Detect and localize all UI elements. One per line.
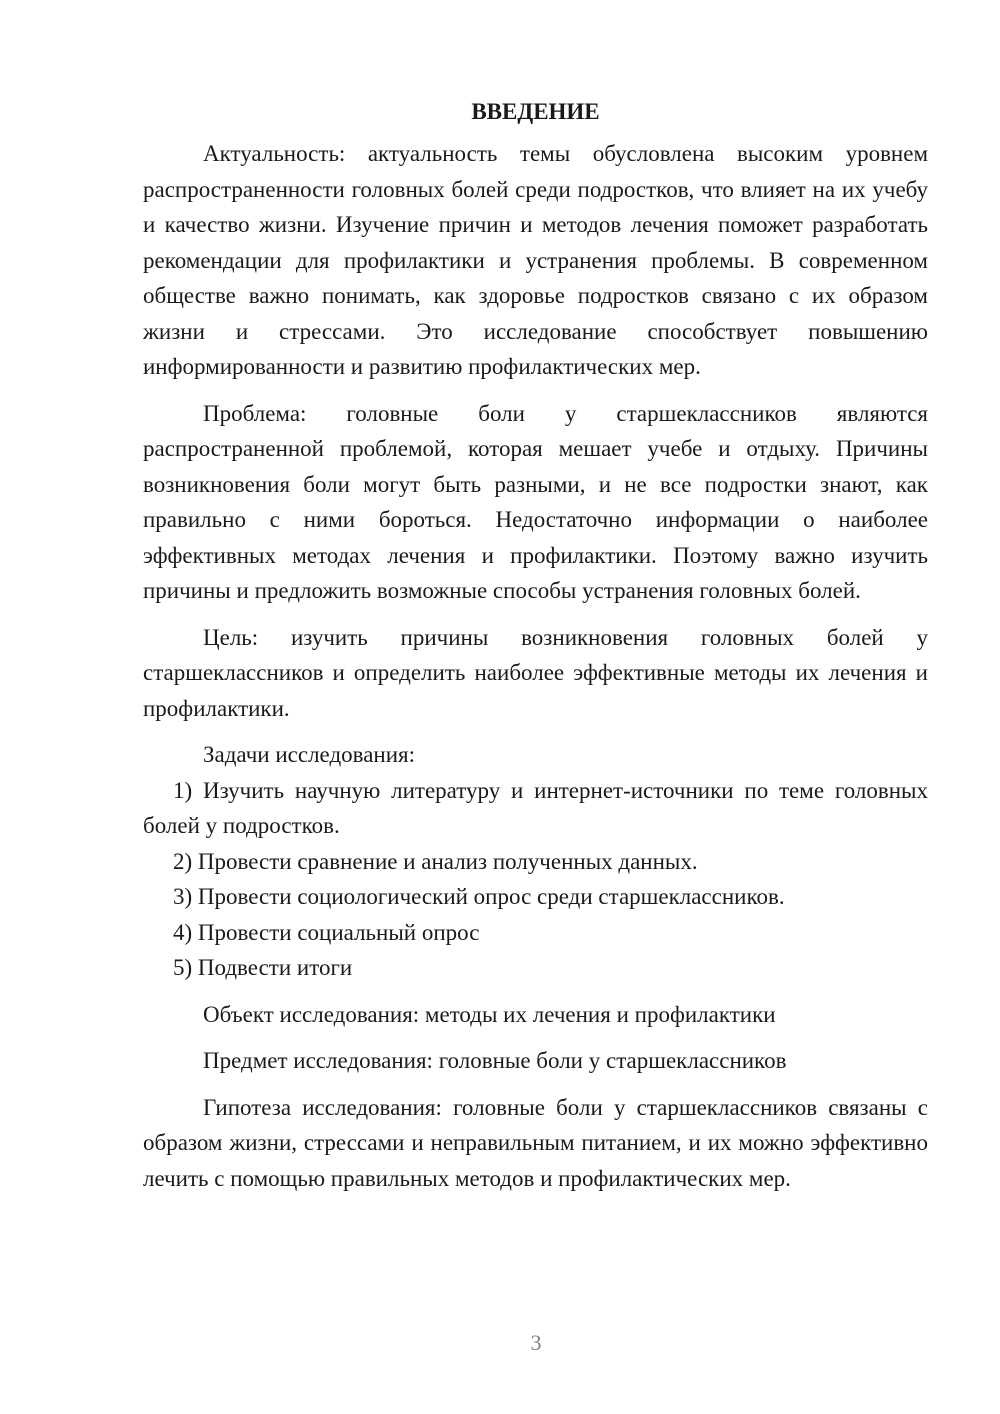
task-item-1: 1) Изучить научную литературу и интернет-источники по теме головных болей у подростков. xyxy=(143,777,928,838)
task-item-4: 4) Провести социальный опрос xyxy=(173,919,480,945)
task-item-2: 2) Провести сравнение и анализ полученных данных. xyxy=(173,848,698,874)
task-item-5: 5) Подвести итоги xyxy=(173,955,353,980)
page-heading: ВВЕДЕНИЕ xyxy=(471,99,600,124)
paragraph-goal: Цель: изучить причины возникновения головных болей у старшеклассников и определить наиболее эффективные методы их лечения и профилактики. xyxy=(143,624,928,721)
paragraph-hypothesis: Гипотеза исследования: головные боли у старшеклассников связаны с образом жизни, стрессами и неправильным питанием, и их можно эффективно лечить с помощью правильных методов и профилактических мер. xyxy=(143,1094,928,1191)
page-number: 3 xyxy=(530,1330,542,1355)
paragraph-relevance: Актуальность: актуальность темы обусловлена высоким уровнем распространенности головных болей среди подростков, что влияет на их учебу и качество жизни. Изучение причин и методов лечения поможет разработать рекомендации для профилактики и устранения проблемы. В современном обществе важно понимать, как здоровье подростков связано с их образом жизни и стрессами. Это исследование способствует повышению информированности и развитию профилактических мер. xyxy=(143,141,928,379)
page-content xyxy=(143,94,928,1196)
paragraph-subject: Предмет исследования: головные боли у старшеклассников xyxy=(203,1048,787,1073)
task-item-3: 3) Провести социологический опрос среди старшеклассников. xyxy=(173,884,785,909)
tasks-title: Задачи исследования: xyxy=(203,742,416,767)
paragraph-problem: Проблема: головные боли у старшеклассников являются распространенной проблемой, которая мешает учебе и отдыху. Причины возникновения боли могут быть разными, и не все подростки знают, как правильно с ними бороться. Недостаточно информации о наиболее эффективных методах лечения и профилактики. Поэтому важно изучить причины и предложить возможные способы устранения головных болей. xyxy=(143,400,928,603)
paragraph-object: Объект исследования: методы их лечения и профилактики xyxy=(203,1001,776,1027)
